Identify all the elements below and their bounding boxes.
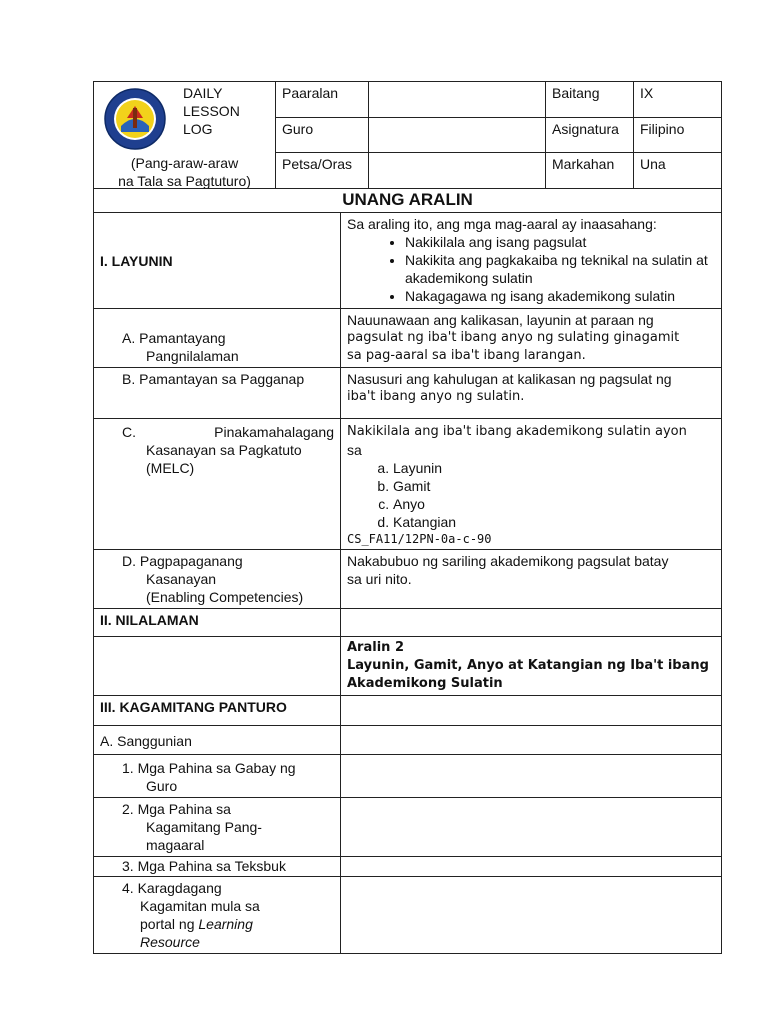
- sanggunian-label: A. Sanggunian: [94, 726, 341, 755]
- en-label-line-2: Kasanayan: [146, 571, 217, 587]
- enabling-label: [94, 550, 341, 609]
- pg-text-line-1: Nasusuri ang kahulugan at kalikasan ng pagsulat ng: [347, 371, 672, 387]
- baitang-label: Baitang: [546, 82, 634, 118]
- dll-line-1: DAILY: [183, 85, 223, 101]
- item4-line-1: 4. Karagdagang: [122, 880, 222, 896]
- pamantayang-pangnilalaman-text: [341, 309, 722, 368]
- melc-item: a. Layunin: [393, 459, 715, 477]
- melc-prefix: C.: [122, 424, 136, 440]
- melc-item: b. Gamit: [393, 477, 715, 495]
- melc-label: [94, 419, 341, 550]
- item1-line-2: Guro: [146, 778, 178, 794]
- aralin-line-2: Layunin, Gamit, Anyo at Katangian ng Iba't ibang: [347, 658, 709, 673]
- dll-line-2: LESSON: [183, 103, 240, 119]
- learning-resource-value[interactable]: [341, 877, 722, 954]
- item4-line-4: [122, 933, 334, 951]
- gabay-guro-label: [94, 755, 341, 798]
- layunin-label: I. LAYUNIN: [94, 213, 341, 309]
- header-table: [93, 81, 722, 189]
- melc-content: [341, 419, 722, 550]
- aralin-line-1: Aralin 2: [347, 640, 404, 655]
- melc-text-line-2: sa: [347, 442, 362, 458]
- pp-label-line-1: A. Pamantayang: [122, 330, 226, 346]
- melc-item: d. Katangian: [393, 513, 715, 531]
- lesson-title: UNANG ARALIN: [94, 189, 722, 213]
- item2-line-2: Kagamitang Pang-: [146, 819, 262, 835]
- teksbuk-value[interactable]: [341, 857, 722, 877]
- melc-list: [347, 459, 715, 531]
- layunin-intro: Sa araling ito, ang mga mag-aaral ay inaasahang:: [347, 216, 657, 232]
- baitang-value[interactable]: IX: [634, 82, 722, 118]
- melc-item: c. Anyo: [393, 495, 715, 513]
- en-text-line-2: sa uri nito.: [347, 571, 412, 587]
- pp-text-line-1: Nauunawaan ang kalikasan, layunin at paraan ng: [347, 312, 654, 328]
- gabay-guro-value[interactable]: [341, 755, 722, 798]
- guro-value[interactable]: [369, 118, 546, 153]
- main-table: [93, 188, 722, 954]
- kagamitang-mag-aaral-label: [94, 798, 341, 857]
- melc-label-line-3: (MELC): [146, 460, 195, 476]
- pamantayan-pagganap-text: [341, 368, 722, 419]
- pp-text-line-3: sa pag-aaral sa iba't ibang larangan.: [347, 348, 586, 363]
- dll-subtitle: [94, 154, 275, 190]
- melc-label-line-1: [122, 421, 334, 441]
- en-text-line-1: Nakabubuo ng sariling akademikong pagsulat batay: [347, 553, 669, 569]
- logo-cell: [94, 82, 276, 189]
- kagamitang-mag-aaral-value[interactable]: [341, 798, 722, 857]
- item2-line-3: magaaral: [146, 837, 205, 853]
- petsa-value[interactable]: [369, 153, 546, 189]
- item2-line-1: 2. Mga Pahina sa: [122, 801, 231, 817]
- dll-sub-line-1: (Pang-araw-araw: [130, 155, 239, 171]
- petsa-label: Petsa/Oras: [276, 153, 369, 189]
- paaralan-value[interactable]: [369, 82, 546, 118]
- dll-sub-line-2: na Tala sa Pagtuturo): [118, 173, 251, 189]
- melc-text-line-1: Nakikilala ang iba't ibang akademikong sulatin ayon: [347, 424, 687, 439]
- pamantayan-pagganap-label: B. Pamantayan sa Pagganap: [94, 368, 341, 419]
- pamantayang-pangnilalaman-label: [94, 309, 341, 368]
- markahan-label: Markahan: [546, 153, 634, 189]
- melc-word: Pinakamahalagang: [214, 424, 334, 440]
- aralin-line-3: Akademikong Sulatin: [347, 676, 503, 691]
- dll-title: [183, 84, 273, 138]
- item4-line-3: [122, 915, 334, 933]
- teksbuk-label: 3. Mga Pahina sa Teksbuk: [94, 857, 341, 877]
- layunin-item: • Nakagagawa ng isang akademikong sulatin: [405, 287, 715, 305]
- item4-prefix: portal ng: [140, 916, 199, 932]
- nilalaman-empty: [341, 609, 722, 637]
- nilalaman-label: II. NILALAMAN: [94, 609, 341, 637]
- enabling-text: [341, 550, 722, 609]
- asignatura-value[interactable]: Filipino: [634, 118, 722, 153]
- item4-italic: Learning: [198, 916, 253, 932]
- learning-resource-label: [94, 877, 341, 954]
- layunin-content: [341, 213, 722, 309]
- pp-text-line-2: pagsulat ng iba't ibang anyo ng sulating ginagamit: [347, 330, 680, 345]
- melc-code: CS_FA11/12PN-0a-c-90: [347, 532, 492, 546]
- markahan-value[interactable]: Una: [634, 153, 722, 189]
- pp-label-line-2: Pangnilalaman: [146, 348, 239, 364]
- layunin-list: [347, 233, 715, 305]
- deped-seal-icon: [104, 88, 166, 150]
- melc-label-line-2: Kasanayan sa Pagkatuto: [146, 442, 302, 458]
- item1-line-1: 1. Mga Pahina sa Gabay ng: [122, 760, 296, 776]
- layunin-item: • Nakikilala ang isang pagsulat: [405, 233, 715, 251]
- dll-line-3: LOG: [183, 121, 213, 137]
- aralin-empty: [94, 637, 341, 696]
- kagamitan-empty: [341, 696, 722, 726]
- sanggunian-empty: [341, 726, 722, 755]
- pg-text-line-2: iba't ibang anyo ng sulatin.: [347, 389, 525, 404]
- en-label-line-1: D. Pagpapaganang: [122, 553, 243, 569]
- guro-label: Guro: [276, 118, 369, 153]
- item4-line-2: Kagamitan mula sa: [140, 898, 260, 914]
- paaralan-label: Paaralan: [276, 82, 369, 118]
- aralin-content: [341, 637, 722, 696]
- item4-italic-2: Resource: [140, 934, 200, 950]
- asignatura-label: Asignatura: [546, 118, 634, 153]
- kagamitan-label: III. KAGAMITANG PANTURO: [94, 696, 341, 726]
- layunin-item: • Nakikita ang pagkakaiba ng teknikal na sulatin at akademikong sulatin: [405, 251, 715, 287]
- en-label-line-3: (Enabling Competencies): [146, 589, 304, 605]
